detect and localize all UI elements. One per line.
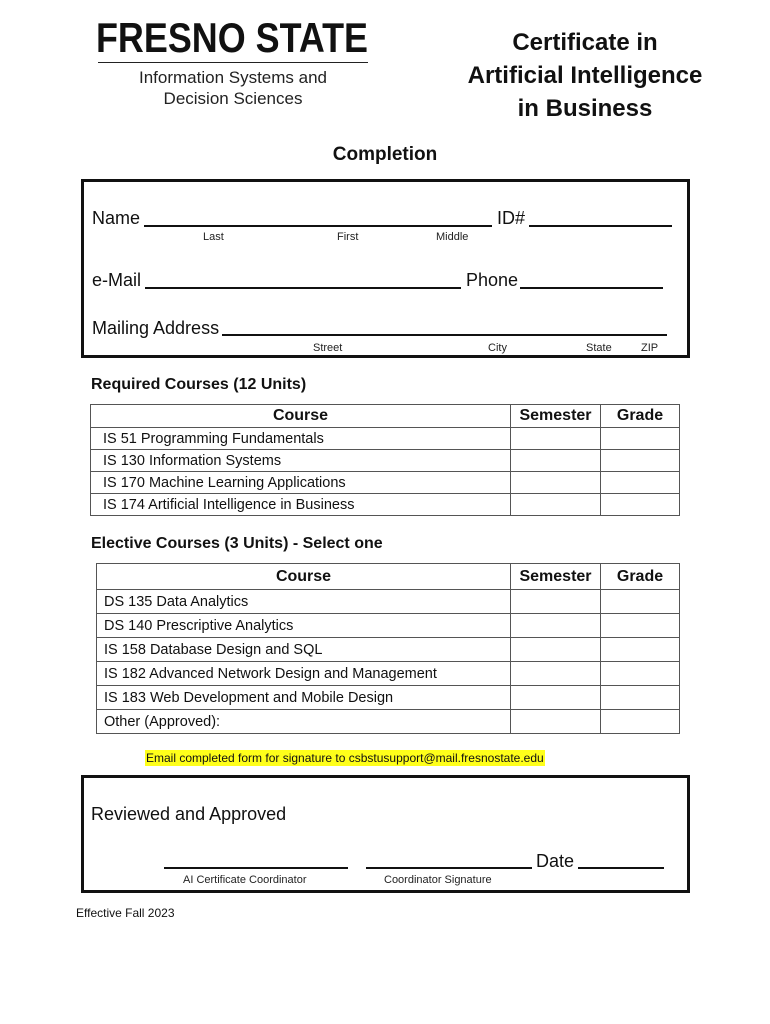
semester-cell[interactable] [511, 472, 601, 494]
form-title: Completion [332, 144, 438, 165]
grade-cell[interactable] [601, 590, 680, 614]
course-name: IS 51 Programming Fundamentals [91, 428, 511, 450]
course-name: IS 130 Information Systems [91, 450, 511, 472]
required-heading: Required Courses (12 Units) [91, 376, 307, 393]
date-label: Date [536, 851, 575, 871]
table-row [97, 614, 680, 638]
grade-cell[interactable] [601, 472, 680, 494]
table-row [91, 494, 680, 516]
caption-signature: Coordinator Signature [384, 874, 492, 886]
grade-cell[interactable] [601, 638, 680, 662]
fresno-state-logo [96, 12, 371, 60]
table-row [91, 472, 680, 494]
grade-cell[interactable] [601, 662, 680, 686]
table-row [91, 428, 680, 450]
coordinator-signature-field[interactable] [366, 867, 532, 869]
phone-label: Phone [466, 270, 519, 290]
table-row [97, 686, 680, 710]
semester-cell[interactable] [511, 686, 601, 710]
grade-cell[interactable] [601, 686, 680, 710]
grade-cell[interactable] [601, 494, 680, 516]
semester-cell[interactable] [511, 614, 601, 638]
caption-zip: ZIP [641, 342, 659, 354]
column-course: Course [91, 405, 511, 428]
caption-city: City [488, 342, 507, 354]
table-row [91, 450, 680, 472]
grade-cell[interactable] [601, 614, 680, 638]
semester-cell[interactable] [511, 450, 601, 472]
address-field[interactable] [222, 334, 667, 336]
course-name: Other (Approved): [97, 710, 511, 734]
column-semester: Semester [511, 564, 601, 590]
name-field[interactable] [144, 225, 492, 227]
elective-heading: Elective Courses (3 Units) - Select one [91, 535, 383, 552]
caption-middle: Middle [436, 231, 469, 243]
table-row [97, 662, 680, 686]
email-label: e-Mail [92, 270, 142, 290]
email-field[interactable] [145, 287, 461, 289]
coordinator-name-field[interactable] [164, 867, 348, 869]
semester-cell[interactable] [511, 494, 601, 516]
logo-divider [98, 62, 368, 63]
table-row [97, 638, 680, 662]
caption-coordinator: AI Certificate Coordinator [183, 874, 307, 886]
required-courses-table [90, 404, 680, 516]
caption-last: Last [203, 231, 224, 243]
department-line-2: Decision Sciences [163, 89, 303, 108]
name-label: Name [92, 208, 141, 228]
semester-cell[interactable] [511, 590, 601, 614]
elective-courses-table [96, 563, 680, 734]
email-notice: Email completed form for signature to csbstusupport@mail.fresnostate.edu [146, 751, 544, 765]
semester-cell[interactable] [511, 662, 601, 686]
grade-cell[interactable] [601, 428, 680, 450]
course-name: DS 140 Prescriptive Analytics [97, 614, 511, 638]
logo-wordmark: FRESNO STATE [96, 14, 368, 61]
approval-heading: Reviewed and Approved [91, 804, 287, 824]
date-field[interactable] [578, 867, 664, 869]
semester-cell[interactable] [511, 638, 601, 662]
table-row [97, 710, 680, 734]
course-name: IS 158 Database Design and SQL [97, 638, 511, 662]
semester-cell[interactable] [511, 710, 601, 734]
phone-field[interactable] [520, 287, 663, 289]
id-field[interactable] [529, 225, 672, 227]
caption-street: Street [313, 342, 343, 354]
course-name: DS 135 Data Analytics [97, 590, 511, 614]
caption-state: State [586, 342, 612, 354]
semester-cell[interactable] [511, 428, 601, 450]
course-name: IS 183 Web Development and Mobile Design [97, 686, 511, 710]
grade-cell[interactable] [601, 710, 680, 734]
column-grade: Grade [601, 564, 680, 590]
table-row [97, 590, 680, 614]
grade-cell[interactable] [601, 450, 680, 472]
title-line-3: in Business [517, 95, 653, 122]
course-name: IS 182 Advanced Network Design and Management [97, 662, 511, 686]
effective-date: Effective Fall 2023 [76, 906, 175, 920]
column-semester: Semester [511, 405, 601, 428]
title-line-1: Certificate in [512, 29, 658, 56]
id-label: ID# [497, 208, 526, 228]
department-line-1: Information Systems and [138, 68, 328, 87]
column-course: Course [97, 564, 511, 590]
course-name: IS 174 Artificial Intelligence in Business [91, 494, 511, 516]
column-grade: Grade [601, 405, 680, 428]
caption-first: First [337, 231, 359, 243]
title-line-2: Artificial Intelligence [467, 62, 703, 89]
course-name: IS 170 Machine Learning Applications [91, 472, 511, 494]
address-label: Mailing Address [92, 318, 220, 338]
